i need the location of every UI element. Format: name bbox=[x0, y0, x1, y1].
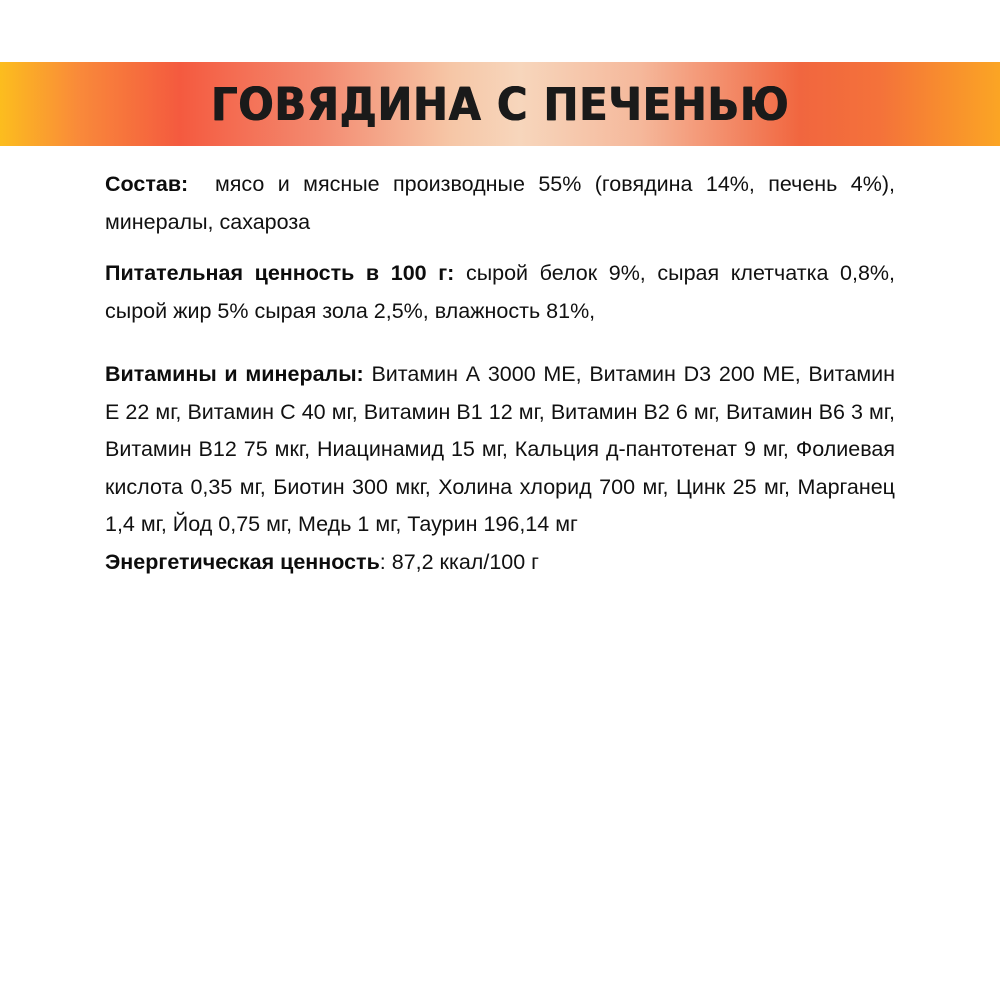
energy-paragraph bbox=[105, 544, 895, 582]
energy-label: Энергетическая ценность bbox=[105, 549, 380, 574]
vitamins-paragraph bbox=[105, 356, 895, 544]
product-description bbox=[105, 166, 895, 581]
vitamins-label: Витамины и минералы: bbox=[105, 362, 364, 386]
vitamins-text: Витамин А 3000 МЕ, Витамин D3 200 МЕ, Витамин Е 22 мг, Витамин С 40 мг, Витамин В1 12 мг, Витамин В2 6 мг, Витамин В6 3 мг, Витамин В12 75 мкг, Ниацинамид 15 мг, Кальция д-пантотенат 9 мг, Фолиевая кислота 0,35 мг, Биотин 300 мкг, Холина хлорид 700 мг, Цинк 25 мг, Марганец 1,4 мг, Йод 0,75 мг, Медь 1 мг, Таурин 196,14 мг bbox=[105, 362, 895, 536]
page-title: ГОВЯДИНА С ПЕЧЕНЬЮ bbox=[210, 77, 790, 131]
composition-paragraph bbox=[105, 166, 895, 241]
nutrition-text: сырой белок 9%, сырая клетчатка 0,8%, сырой жир 5% сырая зола 2,5%, влажность 81%, bbox=[105, 261, 895, 323]
composition-text: мясо и мясные производные 55% (говядина 14%, печень 4%), минералы, сахароза bbox=[105, 172, 895, 234]
nutrition-paragraph bbox=[105, 255, 895, 330]
title-banner bbox=[0, 62, 1000, 146]
composition-label: Состав: bbox=[105, 172, 189, 196]
nutrition-label: Питательная ценность в 100 г: bbox=[105, 261, 455, 285]
energy-text: : 87,2 ккал/100 г bbox=[379, 549, 540, 574]
